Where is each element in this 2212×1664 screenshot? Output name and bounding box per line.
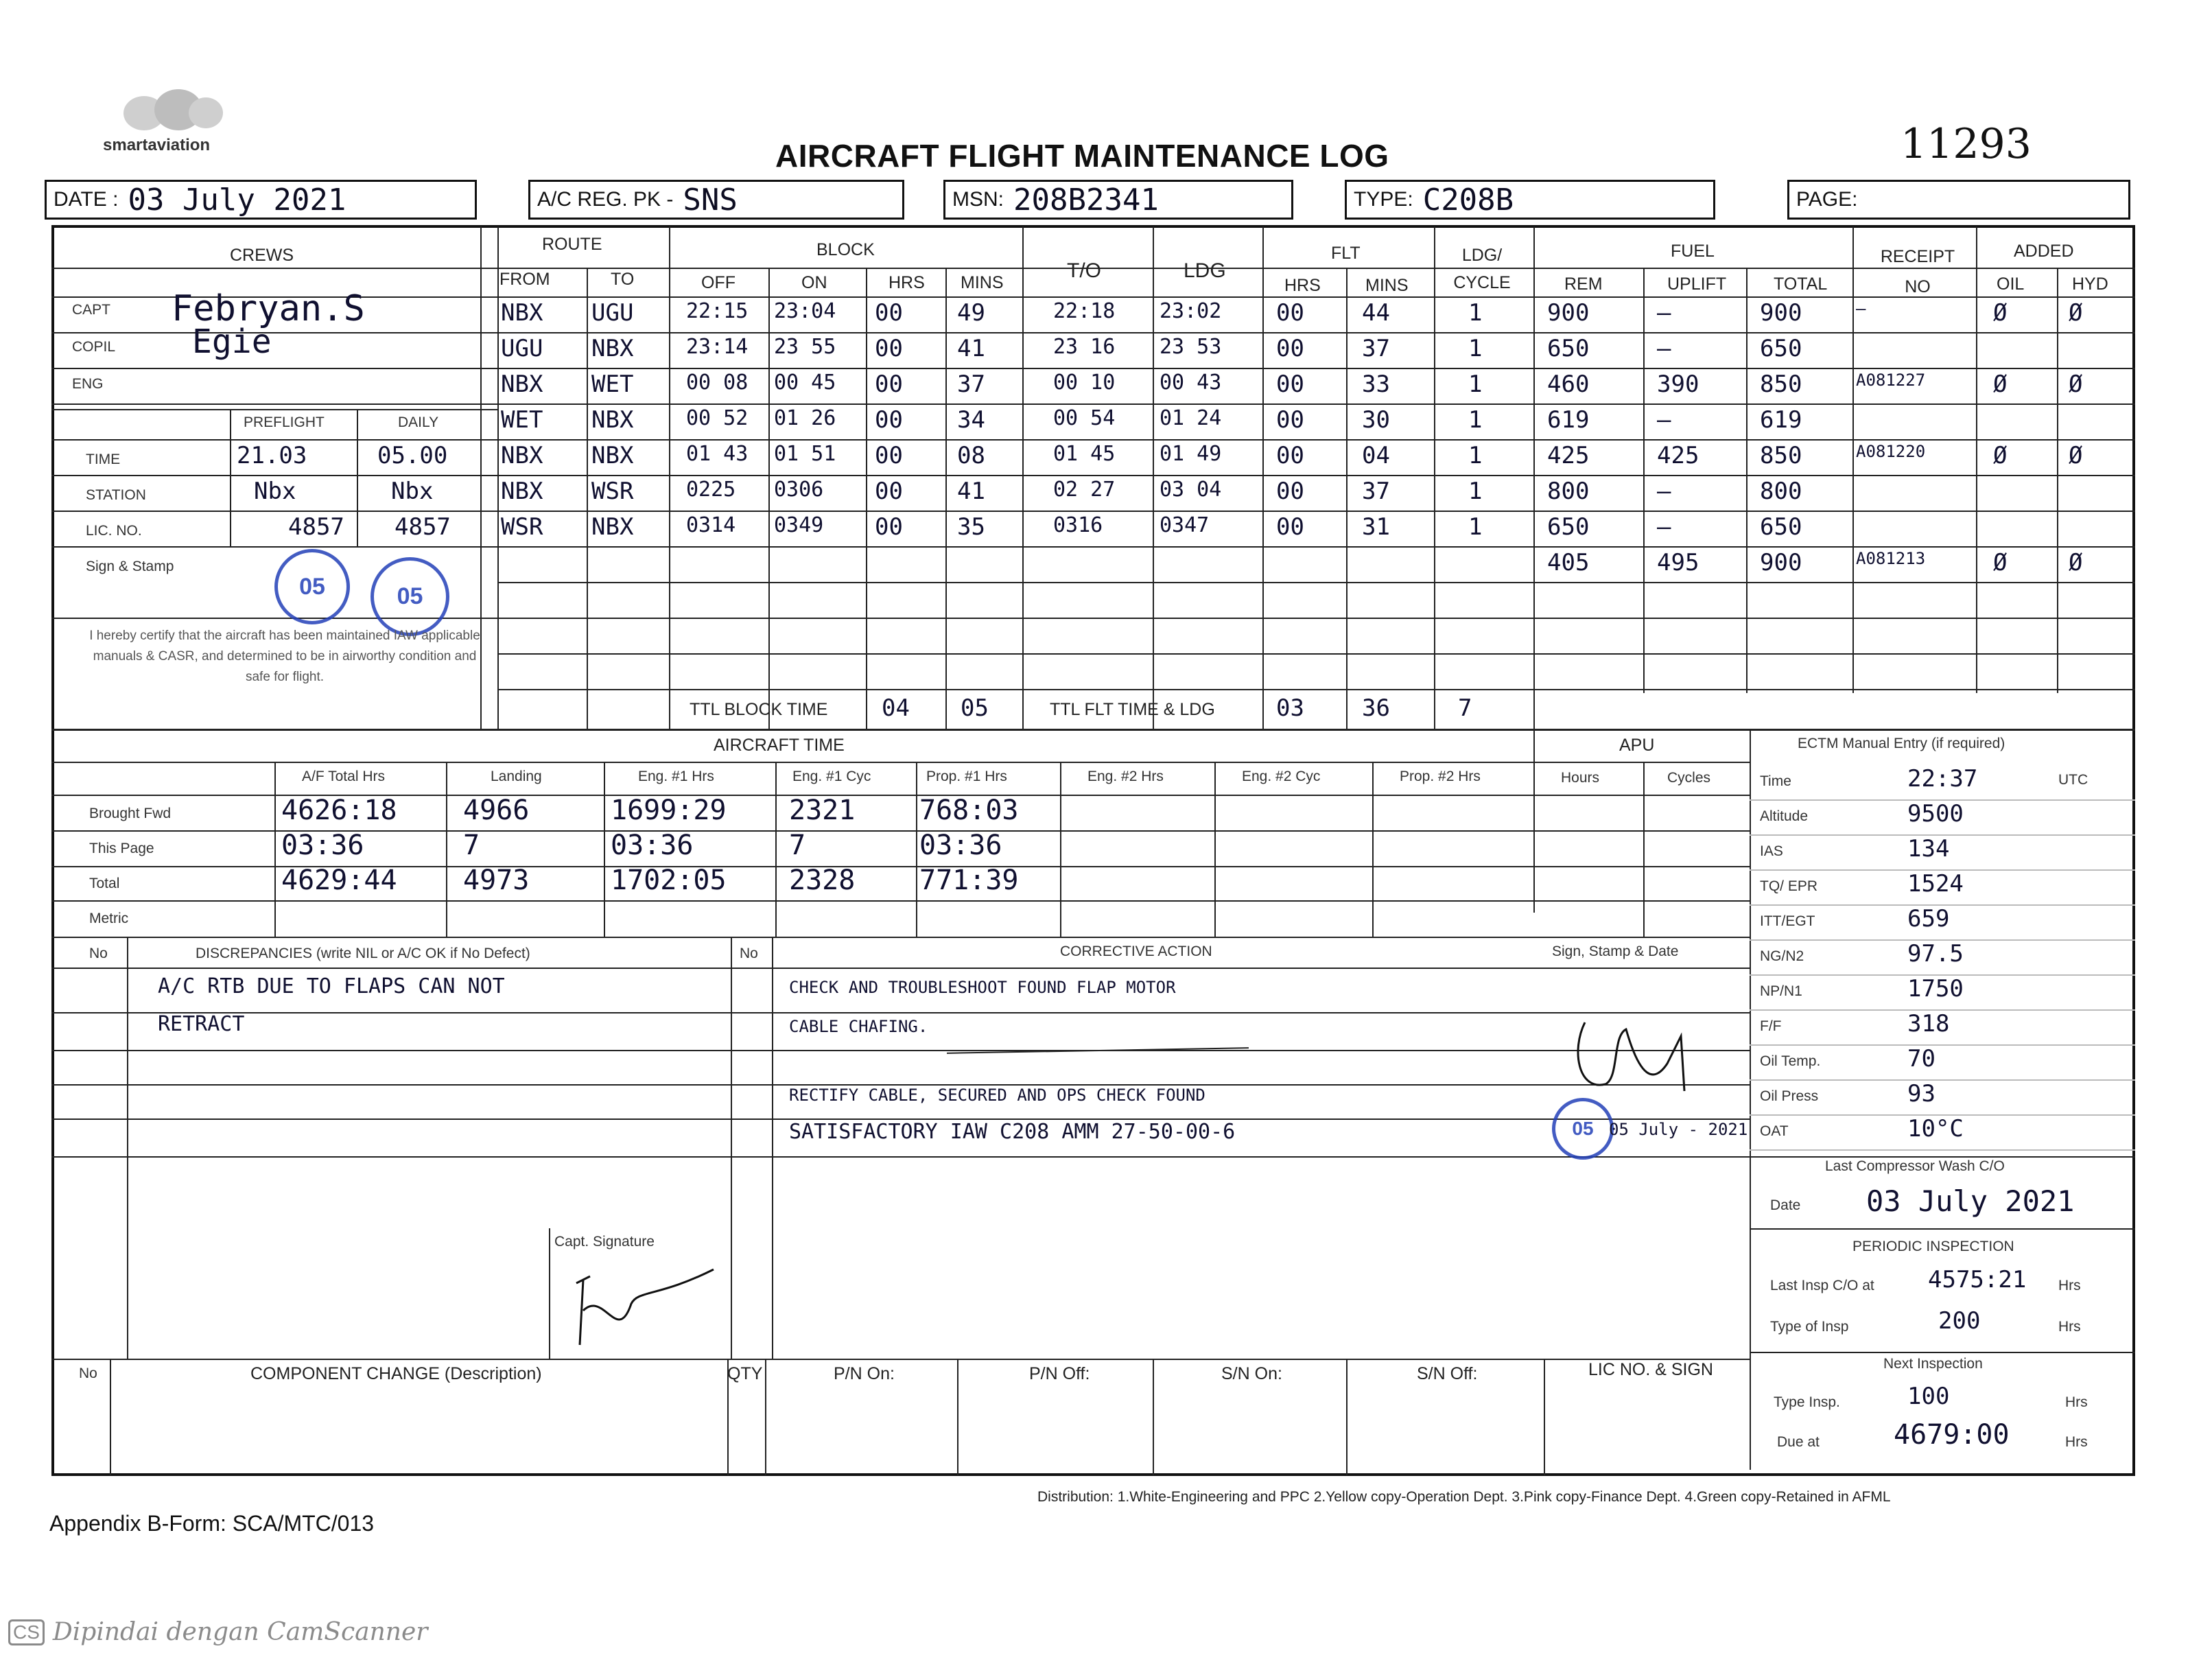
aircraft-time-row-label: This Page xyxy=(89,841,154,856)
action-line-1: CHECK AND TROUBLESHOOT FOUND FLAP MOTOR xyxy=(789,978,1176,997)
ectm-label: F/F xyxy=(1760,1018,1782,1034)
ttl-ldg: 7 xyxy=(1458,694,1472,722)
scanner-watermark xyxy=(8,1618,427,1646)
certification-text: I hereby certify that the aircraft has been maintained IAW applicable manuals & CASR, and determined to be in airworthy condition and safe for flight. xyxy=(89,629,480,684)
daily-stamp: 05 xyxy=(370,557,449,636)
flight-cell-bhrs: 00 xyxy=(875,478,903,505)
flight-cell-total: 900 xyxy=(1760,299,1802,327)
flight-cell-from: WET xyxy=(501,406,543,434)
fuel-rem-heading: REM xyxy=(1564,274,1603,294)
ectm-label: NG/N2 xyxy=(1760,948,1804,964)
flight-cell-uplift: – xyxy=(1657,513,1671,541)
engineer-signature xyxy=(1564,995,1702,1105)
flight-cell-total: 619 xyxy=(1760,406,1802,434)
preflight-station: Nbx xyxy=(254,478,296,505)
flight-cell-bmins: 41 xyxy=(957,335,985,362)
aircraft-time-col-heading: Eng. #1 Hrs xyxy=(638,769,714,784)
flight-cell-cyc: 1 xyxy=(1468,406,1483,434)
action-line-4: SATISFACTORY IAW C208 AMM 27-50-00-6 xyxy=(789,1120,1236,1144)
comp-qty-heading: QTY xyxy=(727,1364,763,1383)
flight-cell-ldg: 01 49 xyxy=(1160,442,1222,466)
type-insp-label: Type of Insp xyxy=(1770,1319,1849,1335)
flight-cell-bhrs: 00 xyxy=(875,513,903,541)
flight-cell-on: 01 26 xyxy=(774,406,836,430)
flight-cell-bmins: 34 xyxy=(957,406,985,434)
last-insp-value: 4575:21 xyxy=(1928,1266,2027,1293)
due-label: Due at xyxy=(1777,1434,1820,1450)
daily-lic: 4857 xyxy=(395,513,451,541)
comp-pn-off-heading: P/N Off: xyxy=(1029,1364,1090,1383)
stamp-date: 05 July - 2021 xyxy=(1609,1120,1748,1139)
page-field xyxy=(1787,180,2130,220)
flight-cell-ldg: 00 43 xyxy=(1160,371,1222,395)
disc-line-1: A/C RTB DUE TO FLAPS CAN NOT xyxy=(158,974,505,998)
comp-no-heading: No xyxy=(79,1366,97,1381)
copil-label: COPIL xyxy=(72,339,116,355)
ectm-value: 10°C xyxy=(1907,1115,1964,1142)
flight-cell-bhrs: 00 xyxy=(875,371,903,398)
aircraft-time-col-heading: Eng. #1 Cyc xyxy=(792,769,871,784)
route-heading: ROUTE xyxy=(542,235,602,254)
preflight-time: 21.03 xyxy=(237,442,307,469)
flight-cell-on: 23 55 xyxy=(774,335,836,359)
flight-cell-off: 23:14 xyxy=(686,335,749,359)
landing-heading: LDG xyxy=(1184,259,1226,282)
aircraft-time-col-heading: Eng. #2 Hrs xyxy=(1087,769,1164,784)
ectm-label: NP/N1 xyxy=(1760,983,1802,999)
flight-cell-bmins: 37 xyxy=(957,371,985,398)
copil-name: Egie xyxy=(192,323,272,361)
flight-cell-uplift: – xyxy=(1657,299,1671,327)
flight-cell-to: UGU xyxy=(591,299,634,327)
aircraft-time-cell-p1h: 771:39 xyxy=(919,865,1019,896)
flight-cell-off: 01 43 xyxy=(686,442,749,466)
time-label: TIME xyxy=(86,452,121,467)
flight-cell-off: 0314 xyxy=(686,513,736,537)
flight-cell-bhrs: 00 xyxy=(875,406,903,434)
next-type-label: Type Insp. xyxy=(1774,1394,1840,1410)
next-type-hrs: Hrs xyxy=(2065,1394,2088,1410)
aircraft-time-cell-e1h: 1699:29 xyxy=(611,795,727,826)
flight-cell-fhrs: 00 xyxy=(1276,478,1304,505)
due-hrs: Hrs xyxy=(2065,1434,2088,1450)
type-insp-hrs: Hrs xyxy=(2058,1319,2081,1335)
disc-no-heading: No xyxy=(89,946,108,961)
flight-cell-bmins: 08 xyxy=(957,442,985,469)
flight-cell-total: 900 xyxy=(1760,549,1802,576)
flight-cell-oil: Ø xyxy=(1993,549,2008,576)
sign-stamp-date-heading: Sign, Stamp & Date xyxy=(1552,944,1679,959)
flight-cell-fhrs: 00 xyxy=(1276,371,1304,398)
flight-cell-fhrs: 00 xyxy=(1276,406,1304,434)
flight-cell-ldg: 01 24 xyxy=(1160,406,1222,430)
flight-cell-fmins: 33 xyxy=(1362,371,1390,398)
comp-lic-sign-heading: LIC NO. & SIGN xyxy=(1588,1360,1713,1379)
flight-cell-uplift: – xyxy=(1657,335,1671,362)
flight-cell-hyd: Ø xyxy=(2069,299,2083,327)
action-line-3: RECTIFY CABLE, SECURED AND OPS CHECK FOUND xyxy=(789,1086,1205,1105)
reg-field xyxy=(528,180,904,220)
ectm-value: 9500 xyxy=(1907,800,1964,828)
fuel-total-heading: TOTAL xyxy=(1774,274,1828,294)
flt-mins-heading: MINS xyxy=(1365,276,1409,295)
block-hrs-heading: HRS xyxy=(889,273,925,292)
block-on-heading: ON xyxy=(801,273,827,292)
ectm-label: Altitude xyxy=(1760,808,1809,824)
action-heading: CORRECTIVE ACTION xyxy=(1060,944,1212,959)
aircraft-time-col-heading: Prop. #2 Hrs xyxy=(1400,769,1481,784)
aircraft-time-col-heading: Landing xyxy=(491,769,542,784)
fuel-heading: FUEL xyxy=(1671,242,1715,261)
ttl-block-label: TTL BLOCK TIME xyxy=(690,700,828,719)
added-oil-heading: OIL xyxy=(1997,274,2025,294)
aircraft-time-col-heading: Eng. #2 Cyc xyxy=(1242,769,1321,784)
aircraft-time-cell-af: 03:36 xyxy=(281,830,364,861)
date-label: DATE : xyxy=(54,188,119,211)
engineer-stamp: 05 xyxy=(1552,1098,1614,1160)
flight-cell-to_t: 00 54 xyxy=(1053,406,1116,430)
type-insp-value: 200 xyxy=(1938,1307,1981,1335)
daily-time: 05.00 xyxy=(377,442,448,469)
flight-cell-ldg: 23:02 xyxy=(1160,299,1222,323)
action-no-heading: No xyxy=(740,946,758,961)
flight-cell-from: WSR xyxy=(501,513,543,541)
flight-cell-from: UGU xyxy=(501,335,543,362)
ttl-flt-label: TTL FLT TIME & LDG xyxy=(1050,700,1215,719)
flight-cell-rem: 800 xyxy=(1547,478,1590,505)
flight-cell-from: NBX xyxy=(501,299,543,327)
page-title: AIRCRAFT FLIGHT MAINTENANCE LOG xyxy=(775,138,1389,174)
flight-cell-rem: 405 xyxy=(1547,549,1590,576)
flight-cell-receipt: A081213 xyxy=(1856,549,1926,568)
flight-cell-total: 650 xyxy=(1760,335,1802,362)
aircraft-time-cell-e1h: 1702:05 xyxy=(611,865,727,896)
flight-cell-uplift: – xyxy=(1657,478,1671,505)
apu-hours-heading: Hours xyxy=(1561,770,1600,786)
page-label: PAGE: xyxy=(1796,188,1858,211)
preflight-lic: 4857 xyxy=(288,513,344,541)
ldg-cycle-heading: LDG/ CYCLE xyxy=(1453,246,1511,292)
flt-hrs-heading: HRS xyxy=(1284,276,1321,295)
capt-name: Febryan.S xyxy=(172,288,365,329)
flight-cell-cyc: 1 xyxy=(1468,478,1483,505)
flight-cell-receipt: A081220 xyxy=(1856,442,1926,461)
flight-cell-fhrs: 00 xyxy=(1276,513,1304,541)
ectm-heading: ECTM Manual Entry (if required) xyxy=(1798,736,2005,751)
added-heading: ADDED xyxy=(2014,242,2074,261)
flight-cell-total: 850 xyxy=(1760,442,1802,469)
ectm-utc: UTC xyxy=(2058,772,2089,788)
flight-cell-fmins: 30 xyxy=(1362,406,1390,434)
flight-cell-oil: Ø xyxy=(1993,442,2008,469)
block-off-heading: OFF xyxy=(701,273,736,292)
flight-cell-hyd: Ø xyxy=(2069,371,2083,398)
aircraft-time-heading: AIRCRAFT TIME xyxy=(714,736,845,755)
flight-cell-cyc: 1 xyxy=(1468,335,1483,362)
aircraft-time-cell-e1c: 2321 xyxy=(789,795,856,826)
aircraft-time-row-label: Metric xyxy=(89,911,129,926)
distribution-note: Distribution: 1.White-Engineering and PPC 2.Yellow copy-Operation Dept. 3.Pink copy-Finance Dept. 4.Green copy-Retained in AFML xyxy=(1037,1489,1891,1505)
flight-cell-ldg: 23 53 xyxy=(1160,335,1222,359)
ectm-label: Oil Temp. xyxy=(1760,1053,1821,1069)
flight-cell-to: NBX xyxy=(591,442,634,469)
flight-cell-off: 22:15 xyxy=(686,299,749,323)
comp-desc-heading: COMPONENT CHANGE (Description) xyxy=(250,1364,542,1383)
apu-cycles-heading: Cycles xyxy=(1667,770,1711,786)
reg-value: SNS xyxy=(683,182,738,218)
comp-pn-on-heading: P/N On: xyxy=(834,1364,895,1383)
flight-cell-off: 00 52 xyxy=(686,406,749,430)
flight-cell-to_t: 02 27 xyxy=(1053,478,1116,502)
flight-cell-rem: 460 xyxy=(1547,371,1590,398)
ectm-value: 22:37 xyxy=(1907,765,1978,793)
scanner-badge: CS xyxy=(8,1619,45,1645)
ectm-value: 134 xyxy=(1907,835,1950,863)
flight-cell-total: 800 xyxy=(1760,478,1802,505)
aircraft-time-cell-ldg: 4973 xyxy=(463,865,530,896)
flight-cell-to_t: 23 16 xyxy=(1053,335,1116,359)
ectm-label: OAT xyxy=(1760,1123,1789,1139)
reg-label: A/C REG. PK - xyxy=(537,188,674,211)
aircraft-time-cell-af: 4629:44 xyxy=(281,865,397,896)
next-inspection-heading: Next Inspection xyxy=(1883,1356,1983,1372)
from-heading: FROM xyxy=(499,270,550,289)
ectm-label: Oil Press xyxy=(1760,1088,1819,1104)
action-line-2: CABLE CHAFING. xyxy=(789,1017,928,1036)
form-serial-number: 11293 xyxy=(1901,120,2032,168)
sign-stamp-label: Sign & Stamp xyxy=(86,559,174,574)
flight-cell-hyd: Ø xyxy=(2069,549,2083,576)
to-heading: TO xyxy=(611,270,635,289)
aircraft-time-cell-af: 4626:18 xyxy=(281,795,397,826)
ectm-label: IAS xyxy=(1760,843,1783,859)
msn-label: MSN: xyxy=(952,188,1004,211)
flight-cell-receipt: A081227 xyxy=(1856,371,1926,390)
scanner-text: Dipindai dengan CamScanner xyxy=(52,1618,428,1646)
flight-cell-ldg: 03 04 xyxy=(1160,478,1222,502)
flight-cell-on: 0306 xyxy=(774,478,824,502)
flight-cell-rem: 900 xyxy=(1547,299,1590,327)
flight-cell-fhrs: 00 xyxy=(1276,335,1304,362)
flight-cell-to: NBX xyxy=(591,513,634,541)
msn-field xyxy=(943,180,1293,220)
ectm-label: Time xyxy=(1760,773,1791,789)
compressor-date-value: 03 July 2021 xyxy=(1866,1184,2075,1218)
ectm-value: 93 xyxy=(1907,1080,1936,1108)
flight-cell-fmins: 37 xyxy=(1362,335,1390,362)
aircraft-time-cell-ldg: 4966 xyxy=(463,795,530,826)
ectm-value: 318 xyxy=(1907,1010,1950,1038)
last-insp-hrs: Hrs xyxy=(2058,1278,2081,1293)
comp-sn-on-heading: S/N On: xyxy=(1221,1364,1282,1383)
preflight-stamp: 05 xyxy=(274,549,350,624)
preflight-label: PREFLIGHT xyxy=(244,414,325,430)
flight-cell-oil: Ø xyxy=(1993,371,2008,398)
msn-value: 208B2341 xyxy=(1013,182,1159,218)
compressor-wash-label: Last Compressor Wash C/O xyxy=(1825,1158,2005,1174)
form-appendix: Appendix B-Form: SCA/MTC/013 xyxy=(49,1511,375,1536)
flight-cell-cyc: 1 xyxy=(1468,299,1483,327)
station-label: STATION xyxy=(86,487,146,503)
daily-station: Nbx xyxy=(391,478,434,505)
type-field xyxy=(1345,180,1715,220)
aircraft-time-cell-e1h: 03:36 xyxy=(611,830,694,861)
flight-cell-on: 0349 xyxy=(774,513,824,537)
flight-cell-bhrs: 00 xyxy=(875,442,903,469)
block-mins-heading: MINS xyxy=(961,273,1004,292)
fuel-uplift-heading: UPLIFT xyxy=(1667,274,1727,294)
ttl-block-hrs: 04 xyxy=(882,694,910,722)
flight-cell-rem: 619 xyxy=(1547,406,1590,434)
disc-heading: DISCREPANCIES (write NIL or A/C OK if No Defect) xyxy=(196,946,530,961)
flight-cell-to: NBX xyxy=(591,406,634,434)
flight-cell-fmins: 31 xyxy=(1362,513,1390,541)
flight-cell-fmins: 37 xyxy=(1362,478,1390,505)
capt-signature xyxy=(563,1263,727,1359)
daily-label: DAILY xyxy=(398,414,439,430)
flight-cell-uplift: 425 xyxy=(1657,442,1699,469)
takeoff-heading: T/O xyxy=(1067,259,1101,282)
type-value: C208B xyxy=(1422,182,1514,218)
flight-cell-uplift: 495 xyxy=(1657,549,1699,576)
ectm-value: 97.5 xyxy=(1907,940,1964,968)
flight-cell-fhrs: 00 xyxy=(1276,299,1304,327)
added-hyd-heading: HYD xyxy=(2072,274,2108,294)
disc-line-2: RETRACT xyxy=(158,1012,245,1036)
flight-cell-off: 0225 xyxy=(686,478,736,502)
flight-cell-uplift: 390 xyxy=(1657,371,1699,398)
flight-cell-off: 00 08 xyxy=(686,371,749,395)
flight-cell-from: NBX xyxy=(501,442,543,469)
flight-cell-bmins: 35 xyxy=(957,513,985,541)
ttl-block-mins: 05 xyxy=(961,694,989,722)
flight-cell-hyd: Ø xyxy=(2069,442,2083,469)
eng-label: ENG xyxy=(72,376,104,392)
flight-cell-rem: 650 xyxy=(1547,335,1590,362)
flight-cell-fmins: 44 xyxy=(1362,299,1390,327)
ectm-label: TQ/ EPR xyxy=(1760,878,1818,894)
aircraft-time-col-heading: Prop. #1 Hrs xyxy=(926,769,1007,784)
aircraft-time-cell-p1h: 03:36 xyxy=(919,830,1002,861)
comp-sn-off-heading: S/N Off: xyxy=(1417,1364,1478,1383)
date-value: 03 July 2021 xyxy=(128,182,346,218)
flight-cell-from: NBX xyxy=(501,478,543,505)
flight-cell-ldg: 0347 xyxy=(1160,513,1210,537)
flight-cell-to: WET xyxy=(591,371,634,398)
capt-label: CAPT xyxy=(72,302,111,318)
flight-cell-to_t: 0316 xyxy=(1053,513,1103,537)
next-type-value: 100 xyxy=(1907,1383,1950,1410)
flight-cell-to_t: 22:18 xyxy=(1053,299,1116,323)
aircraft-time-cell-ldg: 7 xyxy=(463,830,480,861)
flight-cell-oil: Ø xyxy=(1993,299,2008,327)
crews-heading: CREWS xyxy=(230,246,294,265)
ectm-value: 70 xyxy=(1907,1045,1936,1073)
apu-heading: APU xyxy=(1619,736,1655,755)
flight-cell-cyc: 1 xyxy=(1468,442,1483,469)
flight-cell-to_t: 01 45 xyxy=(1053,442,1116,466)
flight-cell-bhrs: 00 xyxy=(875,299,903,327)
aircraft-time-col-heading: A/F Total Hrs xyxy=(302,769,385,784)
flight-cell-cyc: 1 xyxy=(1468,371,1483,398)
flight-cell-fhrs: 00 xyxy=(1276,442,1304,469)
aircraft-time-row-label: Brought Fwd xyxy=(89,806,172,821)
flight-cell-rem: 650 xyxy=(1547,513,1590,541)
flight-cell-bhrs: 00 xyxy=(875,335,903,362)
flight-cell-rem: 425 xyxy=(1547,442,1590,469)
flight-cell-total: 850 xyxy=(1760,371,1802,398)
flight-cell-on: 00 45 xyxy=(774,371,836,395)
compressor-date-label: Date xyxy=(1770,1197,1801,1213)
flight-cell-to: WSR xyxy=(591,478,634,505)
flt-heading: FLT xyxy=(1331,244,1361,263)
flight-cell-to: NBX xyxy=(591,335,634,362)
flight-cell-from: NBX xyxy=(501,371,543,398)
flight-cell-to_t: 00 10 xyxy=(1053,371,1116,395)
aircraft-time-cell-e1c: 2328 xyxy=(789,865,856,896)
flight-cell-cyc: 1 xyxy=(1468,513,1483,541)
flight-cell-uplift: – xyxy=(1657,406,1671,434)
date-field xyxy=(45,180,477,220)
receipt-heading: RECEIPT NO xyxy=(1880,247,1955,296)
lic-label: LIC. NO. xyxy=(86,523,142,539)
ttl-flt-mins: 36 xyxy=(1362,694,1390,722)
aircraft-time-cell-p1h: 768:03 xyxy=(919,795,1019,826)
flight-cell-receipt: – xyxy=(1856,299,1866,318)
flight-cell-on: 23:04 xyxy=(774,299,836,323)
flight-cell-total: 650 xyxy=(1760,513,1802,541)
ectm-value: 1524 xyxy=(1907,870,1964,898)
due-value: 4679:00 xyxy=(1894,1419,2010,1451)
ttl-flt-hrs: 03 xyxy=(1276,694,1304,722)
flight-cell-on: 01 51 xyxy=(774,442,836,466)
type-label: TYPE: xyxy=(1354,188,1413,211)
flight-cell-bmins: 41 xyxy=(957,478,985,505)
flight-cell-fmins: 04 xyxy=(1362,442,1390,469)
block-heading: BLOCK xyxy=(816,240,875,259)
company-logo xyxy=(103,82,268,158)
logo-text: smartaviation xyxy=(103,136,211,154)
periodic-inspection-heading: PERIODIC INSPECTION xyxy=(1852,1239,2014,1254)
ectm-value: 659 xyxy=(1907,905,1950,933)
last-insp-label: Last Insp C/O at xyxy=(1770,1278,1874,1293)
ectm-label: ITT/EGT xyxy=(1760,913,1815,929)
capt-signature-label: Capt. Signature xyxy=(554,1234,655,1250)
aircraft-time-row-label: Total xyxy=(89,876,120,891)
ectm-value: 1750 xyxy=(1907,975,1964,1003)
flight-cell-bmins: 49 xyxy=(957,299,985,327)
aircraft-time-cell-e1c: 7 xyxy=(789,830,806,861)
